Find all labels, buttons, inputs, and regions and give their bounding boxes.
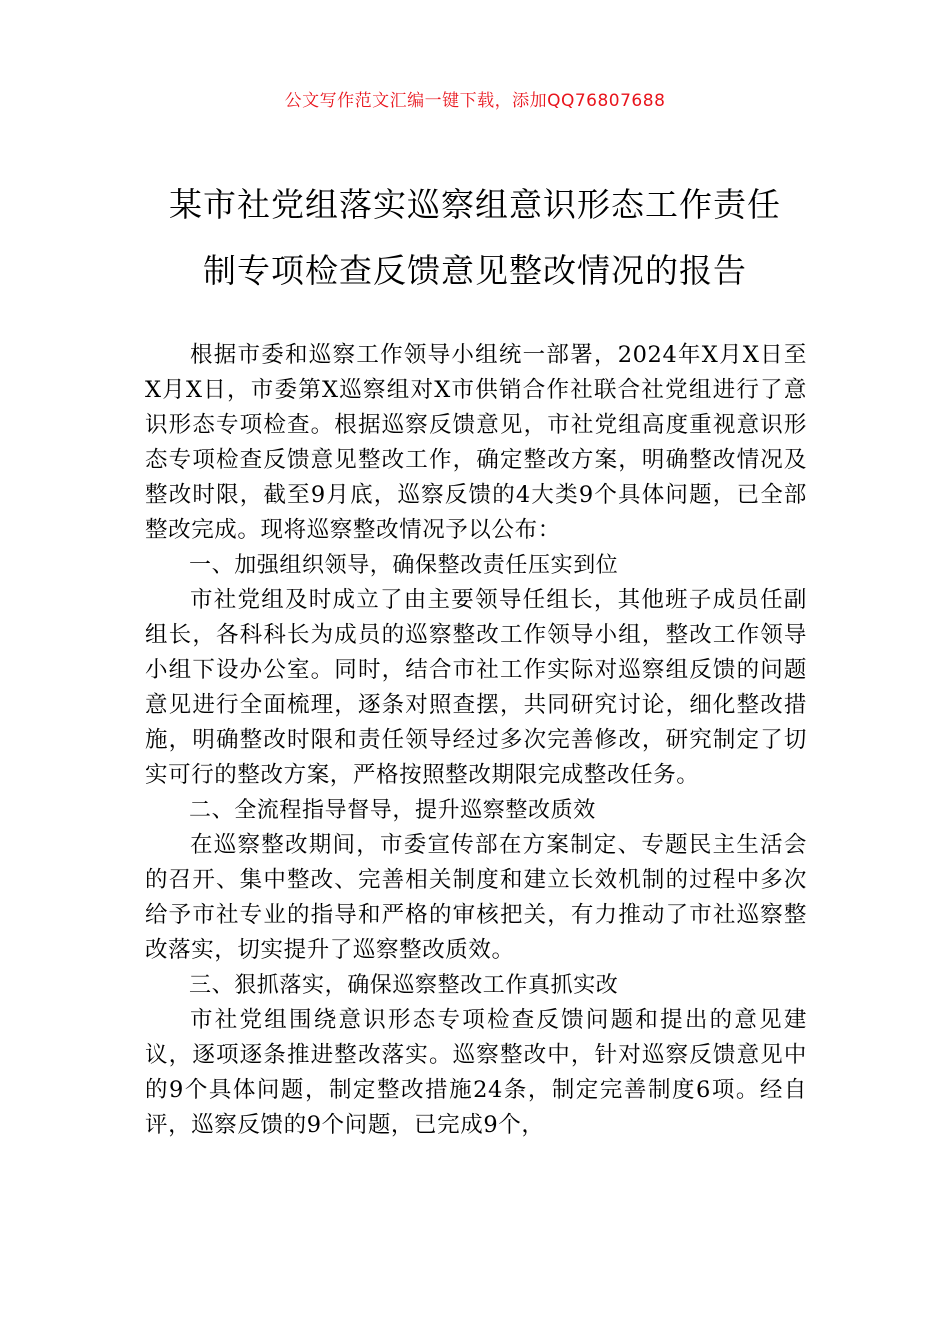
title-line-2: 制专项检查反馈意见整改情况的报告 [203,251,747,290]
section-paragraph-2: 在巡察整改期间，市委宣传部在方案制定、专题民主生活会的召开、集中整改、完善相关制度和建立长效机制的过程中多次给予市社专业的指导和严格的审核把关，有力推动了市社巡察整改落实，切实提升了巡察整改质效。 [145,832,807,963]
section-heading-2: 二、全流程指导督导，提升巡察整改质效 [189,798,596,823]
section-heading-1: 一、加强组织领导，确保整改责任压实到位 [189,553,619,578]
section-paragraph-3: 市社党组围绕意识形态专项检查反馈问题和提出的意见建议，逐项逐条推进整改落实。巡察整改中，针对巡察反馈意见中的9个具体问题，制定整改措施24条，制定完善制度6项。经自评，巡察反馈的9个问题，已完成9个， [145,1007,807,1138]
watermark-banner: 公文写作范文汇编一键下载，添加QQ76807688 [284,91,666,111]
section-paragraph-1: 市社党组及时成立了由主要领导任组长，其他班子成员任副组长，各科科长为成员的巡察整改工作领导小组，整改工作领导小组下设办公室。同时，结合市社工作实际对巡察组反馈的问题意见进行全面梳理，逐条对照查摆，共同研究讨论，细化整改措施，明确整改时限和责任领导经过多次完善修改，研究制定了切实可行的整改方案，严格按照整改期限完成整改任务。 [145,587,807,788]
title-line-1: 某市社党组落实巡察组意识形态工作责任 [169,185,781,224]
intro-paragraph: 根据市委和巡察工作领导小组统一部署，2024年X月X日至X月X日，市委第X巡察组对X市供销合作社联合社党组进行了意识形态专项检查。根据巡察反馈意见，市社党组高度重视意识形态专项检查反馈意见整改工作，确定整改方案，明确整改情况及整改时限，截至9月底，巡察反馈的4大类9个具体问题，已全部整改完成。现将巡察整改情况予以公布： [145,342,807,543]
document-body [145,338,807,1143]
document-title [145,172,805,304]
section-heading-3: 三、狠抓落实，确保巡察整改工作真抓实改 [189,973,619,998]
